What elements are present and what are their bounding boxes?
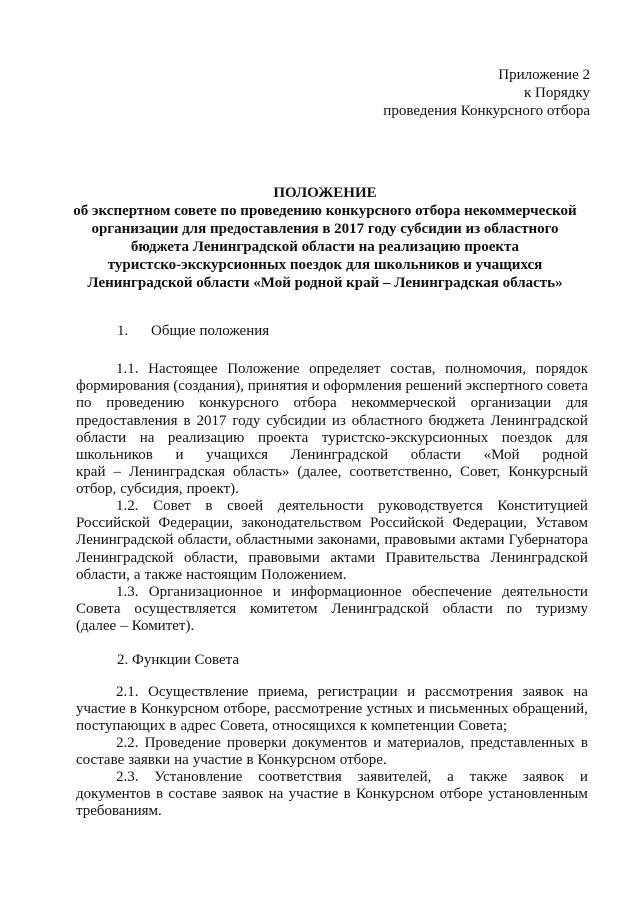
- title-line: бюджета Ленинградской области на реализацию проекта: [130, 239, 520, 255]
- paragraph-line: отбор, субсидия, проект).: [76, 481, 239, 498]
- paragraph-line: (далее – Комитет).: [76, 618, 195, 635]
- paragraph-line: школьников и учащихся Ленинградской области «Мой родной: [76, 446, 588, 463]
- section-1-number: 1.: [117, 323, 129, 339]
- paragraph-line: 2.1. Осуществление приема, регистрации и рассмотрения заявок на: [116, 684, 588, 700]
- appendix-header: [383, 66, 590, 120]
- paragraph-1-3: [76, 584, 588, 636]
- section-2-heading: 2. Функции Совета: [117, 652, 240, 668]
- paragraph-line: 1.1. Настоящее Положение определяет состав, полномочия, порядок: [116, 361, 588, 377]
- paragraph-line: Ленинградской области, правовыми актами Правительства Ленинградской: [76, 549, 588, 566]
- appendix-line-2: к Порядку: [524, 85, 590, 101]
- paragraph-2-1: [76, 684, 588, 736]
- title-line: организации для предоставления в 2017 году субсидии из областного: [91, 221, 559, 237]
- paragraph-2-3: [76, 769, 588, 821]
- paragraph-2-2: [76, 735, 588, 769]
- paragraph-line: Российской Федерации, законодательством Российской Федерации, Уставом: [76, 515, 588, 532]
- paragraph-line: край – Ленинградская область» (далее, соответственно, Совет, Конкурсный: [76, 464, 588, 481]
- paragraph-line: Ленинградской области, областными законами, правовыми актами Губернатора: [76, 532, 588, 549]
- paragraph-line: 1.2. Совет в своей деятельности руководствуется Конституцией: [116, 498, 588, 514]
- appendix-line-1: Приложение 2: [498, 67, 590, 83]
- title-line: об экспертном совете по проведению конкурсного отбора некоммерческой: [73, 203, 577, 219]
- paragraph-line: требованиям.: [76, 803, 162, 820]
- paragraph-1-2: [76, 498, 588, 584]
- paragraph-line: формирования (создания), принятия и оформления решений экспертного совета: [76, 378, 588, 395]
- paragraph-line: составе заявки на участие в Конкурсном отборе.: [76, 752, 387, 769]
- paragraph-1-1: [76, 361, 588, 499]
- title-line: Ленинградской области «Мой родной край – Ленинградская область»: [87, 275, 563, 291]
- paragraph-line: предоставления в 2017 году субсидии из областного бюджета Ленинградской: [76, 412, 588, 429]
- paragraph-line: 2.2. Проведение проверки документов и материалов, представленных в: [116, 735, 588, 751]
- paragraph-line: поступающих в адрес Совета, относящихся к компетенции Совета;: [76, 718, 508, 735]
- paragraph-line: документов в составе заявок на участие в Конкурсном отборе установленным: [76, 786, 588, 803]
- paragraph-line: 2.3. Установление соответствия заявителей, а также заявок и: [116, 769, 588, 785]
- section-1-heading: [117, 322, 269, 340]
- section-1-title: Общие положения: [151, 323, 270, 339]
- paragraph-line: Совета осуществляется комитетом Ленинградской области по туризму: [76, 601, 588, 618]
- document-title: [70, 184, 580, 292]
- paragraph-line: участие в Конкурсном отборе, рассмотрение устных и письменных обращений,: [76, 701, 588, 718]
- paragraph-line: области, а также настоящим Положением.: [76, 566, 347, 583]
- title-line: туристско-экскурсионных поездок для школьников и учащихся: [107, 257, 543, 273]
- paragraph-line: 1.3. Организационное и информационное обеспечение деятельности: [116, 584, 588, 600]
- paragraph-line: области на реализацию проекта туристско-экскурсионных поездок для: [76, 429, 588, 446]
- title-heading: ПОЛОЖЕНИЕ: [273, 185, 377, 201]
- paragraph-line: по проведению конкурсного отбора некоммерческой организации для: [76, 395, 588, 412]
- appendix-line-3: проведения Конкурсного отбора: [383, 103, 590, 119]
